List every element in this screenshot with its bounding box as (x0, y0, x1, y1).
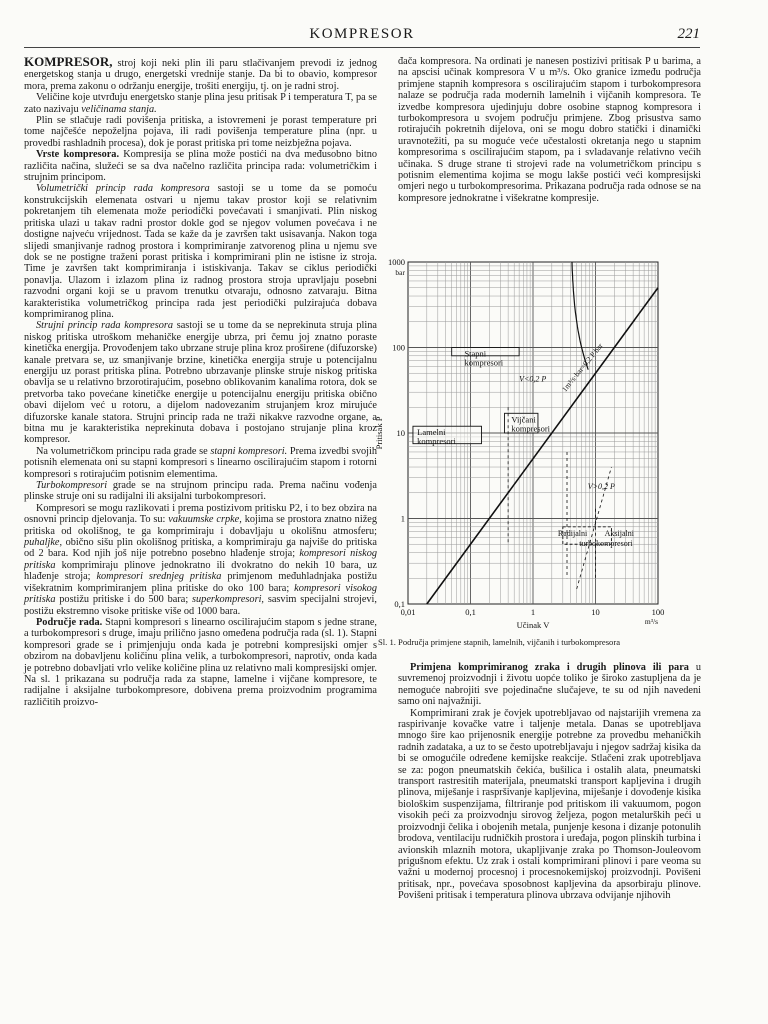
compress-paragraph: Plin se stlačuje radi povišenja pritiska, a istovremeni je porast temperature pri tome najčešće nepoželjna pojava, ili radi povišenja temperature plina (npr. u provedbi rashladnih procesa), dok je porast pritiska pri tome neizbježna pojava. (24, 115, 377, 149)
entry-term: KOMPRESOR, (24, 54, 113, 69)
y-unit-label: bar (395, 268, 405, 277)
page-header (24, 26, 700, 48)
running-title: KOMPRESOR (309, 26, 415, 42)
mid-pressure-term: kompresori srednjeg pritiska (96, 571, 222, 583)
types-text: Kompresija se plina može postići na dva međusobno bitno različita načina, služeći se sa dva načelno različita principa rada: volumetričkim i strujnim principom. (24, 149, 377, 184)
x-axis-label: Učinak V (516, 620, 550, 630)
flow-term: Strujni princip rada kompresora (36, 320, 174, 332)
range-paragraph (24, 617, 377, 708)
right-column-bottom (398, 662, 701, 902)
region-label-radijalni: Radijalni (557, 528, 588, 538)
low-pressure-term: kompresori niskog pritiska (24, 548, 377, 571)
types-heading: Vrste kompresora. (36, 149, 120, 161)
region-label-aksijalni: Aksijalni (604, 528, 634, 538)
air-paragraph: Komprimirani zrak je čovjek upotrebljavao od najstarijih vremena za raspirivanje kovačke vatre i taljenje metala. Danas se upotrebljava mnogo šire kao prijenosnik energije potrebne za provedbu mehaničkih radnih zadataka, a uz to se često upotrebljavaju i njegov sadržaj kisika da bi se omogućile određene kemijske reakcije. Stlačeni zrak upotrebljava se za: pogon pneumatskih čekića, bušilica i ostalih alata, pneumatski transport rastresitih materijala, pneumatski transport kapljevina i drugih plinova, miješanje i raspršivanje kapljevina, miješanje i dovođenje kisika biološkim suspenzijama, filtriranje pod pritiskom ili vakuumom, pogon visokih peći za proizvodnju sirovog željeza, pogon metalurških peći u proizvodnji čelika i obojenih metala, punjenje kesona i dizanje potonulih brodova, ventilaciju rudničkih prostora i uređaja, pogon plinskih turbina i avionskih mlaznih motora, ukapljivanje zraka po Thomson-Jouleovom prigušnom efektu. Uz zrak i ostali komprimirani plinovi i pare veoma su važni u modernoj procesnoj i procesnokemijskoj proizvodnji. Povišeni pritisak, npr., povećava sposobnost kapljevina da apsorbiraju plinove. Povišeni pritisak i temperatura plinova ubrzava odvijanje njihovih (398, 707, 701, 902)
mid-pressure-text: primjenom međuhladnjaka postižu višekratnim komprimiranjem plina pritiske do oko 100 bara; (24, 571, 377, 594)
figure-caption: Sl. 1. Područja primjene stapnih, lamelnih, vijčanih i turbokompresora (378, 637, 621, 647)
continued-paragraph: đača kompresora. Na ordinati je nanesen postizivi pritisak P u barima, a na apscisi učinak kompresora V u m³/s. Oko granice između područja primjene stapnih kompresora s oscilirajućim stapom i turbokompresora nalaze se područja rada modernih lamelnih i vijčanih kompresora. Te izvedbe kompresora ujedinjuju dobre osobine stapnog kompresora i turbokompresora u svojem području primjene. Zbog prisustva samo rotirajućih pokretnih dijelova, oni se mogu dobro statički i dinamički uravnotežiti, pa su moguće veće učestalosti okretanja nego u stapnim kompresorima s oscilirajućim stapom, pa i svladavanje relativno većih učinaka. S druge strane ti strojevi rade na volumetričkom principu s potisnim elementima kojima se mogu lakše postići veći kompresijski omjeri nego u turbokompresorima. Prikazana područja rada odnose se na kompresore jednokratne i višekratne kompresije. (398, 56, 701, 204)
x-tick-label: 1 (530, 607, 536, 617)
annotation-line-formula: 1m³/s·bar=0,2 P bar (559, 341, 605, 394)
vacuum-text: kojima se prostora znatno nižeg pritiska od okolišnog, te ga komprimiraju i dobavljaju u okolišnu atmosferu; (24, 514, 377, 537)
blower-term: puhaljke, (24, 537, 63, 549)
annotation-v-gt: V>0,2 P (587, 482, 615, 492)
volumetric-term: Volumetrički princip rada kompresora (36, 183, 210, 195)
high-pressure-term: kompresori visokog pritiska (24, 582, 377, 606)
turbo-paragraph (24, 480, 377, 503)
y-tick-label: 100 (392, 342, 405, 353)
x-tick-label: 100 (651, 607, 665, 617)
region-label-stapni-2: kompresori (464, 357, 504, 368)
x-tick-label: 0,1 (465, 607, 476, 617)
y-tick-label: 10 (396, 428, 405, 438)
region-label-vijcani: Vijčani (511, 414, 536, 425)
state-text: Veličine koje utvrđuju energetsko stanje plina jesu pritisak P i temperatura T, pa se zato nazivaju (24, 92, 377, 115)
piston-paragraph (24, 446, 377, 480)
super-term: superkompresori, (192, 594, 265, 606)
region-label-stapni: Stapni (464, 348, 487, 359)
vacuum-term: vakuumske crpke, (168, 514, 242, 526)
v-equals-02p-line (427, 288, 658, 604)
y-tick-label: 1 (400, 513, 405, 524)
state-paragraph (24, 92, 377, 115)
left-column (24, 56, 377, 708)
blower-text: obično sišu plin okolišnog pritiska, a komprimiraju ga najviše do pritiska od 2 bara. Kod njih još nije potrebno posebno hlađenje stroja; (24, 537, 377, 560)
pressure-text: Kompresori se mogu razlikovati i prema postizivom pritisku P2, i to bez obzira na osnovni princip djelovanja. To su: (24, 502, 377, 526)
region-label-turbo: turbokompresori (579, 538, 633, 548)
range-text: Stapni kompresori s linearno oscilirajućim stapom s jedne strane, a turbokompresori s druge, imaju prilično jasno omeđena područja rada (sl. 1). Stapni kompresori grade se i primjenjuju onda kada je potrebni kompresijski omjer s obzirom na dobavljenu količinu plina velik, a turbokompresori, naprotiv, onda kada je potrebno dobavljati vrlo velike količine plina uz relativno mali kompresijski omjer. Na sl. 1 prikazana su područja rada za stapne, lamelne i vijčane kompresore, te radijalne i aksijalne turbokompresore, dobivena prema proizvodnim programima različitih proizvo- (24, 616, 377, 708)
high-pressure-text: postižu pritiske i do 500 bara; (55, 594, 193, 606)
flow-paragraph (24, 320, 377, 445)
y-axis-label: Pritisak P (374, 416, 384, 450)
piston-term: stapni kompresori. (210, 445, 288, 457)
page-number: 221 (677, 26, 700, 42)
state-term: veličinama stanja. (81, 103, 157, 115)
volumetric-text: sastoji se u tome da se pomoću konstrukcijskih elemenata ostvari u njemu takav prostor koji se relativnim pokretanjem tih elemenata može periodički povećavati i smanjivati. Plin niskog pritiska ulazi u takav radni prostor dokle god se njegov volumen povećava i ne dostigne najveću vrijednost. Tada se kaže da je završen takt usisavanja. Nakon toga slijedi smanjivanje radnog prostora i komprimiranje zatvorenog plina u njemu sve dok se ne postigne traženi porast pritiska i komprimirani plin ne istisne iz stroja. Time je završen takt komprimiranja i istiskivanja. Takav se ciklus periodički ponavlja. Ulazom i izlazom plina iz radnog prostora stroja upravljaju posebni razvodni organi koji se u pravom trenutku otvaraju, odnosno zatvaraju. Bitna karakteristika volumetričkog principa rada jest periodički pulzirajuća dobava komprimiranog plina. (24, 183, 377, 320)
piston-text-a: Na volumetričkom principu rada grade se (36, 445, 211, 457)
range-heading: Područje rada. (36, 616, 103, 628)
annotation-v-lt: V<0,2 P (519, 374, 547, 384)
turbo-text: grade se na strujnom principu rada. Prema načinu vođenja plinske struje oni su radijalni ili aksijalni turbokompresori. (24, 480, 377, 503)
x-tick-label: 0,01 (400, 607, 416, 617)
piston-text-b: Prema izvedbi svojih potisnih elemenata oni su stapni kompresori s linearno oscilirajućim stapom i rotorni kompresori s rotirajućim potisnim elementima. (24, 445, 377, 480)
application-heading: Primjena komprimiranog zraka i drugih plinova ili para (410, 662, 689, 673)
application-text: u suvremenoj proizvodnji i životu uopće toliko je široko zastupljena da je nemoguće nabrojiti sve pojedinačne slučajeve, te su od njih navedeni samo oni najvažniji. (398, 662, 701, 708)
figure-1 (372, 252, 702, 647)
x-unit-label: m³/s (644, 617, 658, 626)
region-label-lamelni-2: kompresori (417, 436, 456, 447)
intro-paragraph (24, 56, 377, 92)
right-column-top (398, 56, 701, 204)
flow-text: sastoji se u tome da se neprekinuta struja plina niskog pritiska utroškom mehaničke energije ubrza, pri čemu joj znatno poraste kinetička energija. Provođenjem tako ubrzane struje plina kroz proširene (difuzorske) kanale pretvara se, uz smanjivanje brzine, kinetička energija struje u potencijalnu energiju uz porast pritiska plina. Potrebno ubrzavanje plinske struje niskog pritiska obavlja se u relativno brzorotirajućim, posebno oblikovanim kanalima rotora, dok se pretvorba tako povećane kinetičke energije u potencijalnu energiju pritiska obično obavi dijelom već u rotoru, a dijelom nadovezanim strujanjem kroz mirujuće difuzorske kanale statora. Strujni princip rada ne traži nikakve razvodne organe, a bitna mu je karakteristika neprekinuta dobava i postojano strujanje plina kroz kompresor. (24, 320, 377, 446)
y-tick-label: 1000 (388, 257, 405, 267)
low-pressure-text: komprimiraju plinove jednokratno ili dvokratno do nekih 10 bara, uz hlađenje stroja; (24, 559, 377, 583)
region-label-lamelni: Lamelni (417, 427, 446, 438)
turbo-term: Turbokompresori (36, 480, 108, 492)
volumetric-paragraph (24, 183, 377, 320)
types-paragraph (24, 149, 377, 183)
region-label-vijcani-2: kompresori (511, 423, 551, 434)
intro-text: stroj koji neki plin ili paru stlačivanjem prevodi iz jednog energetskog stanja u drugo, energetski vrednije stanje. Da bi to obavio, kompresor mora, prema zakonu o održanju energije, trošiti energiju, tj. on je radni stroj. (24, 58, 377, 92)
super-text: sasvim specijalni strojevi, postižu ekstremno visoke pritiske više od 1000 bara. (24, 594, 377, 617)
pressure-paragraph (24, 503, 377, 617)
application-paragraph (398, 662, 701, 708)
region-chart (372, 252, 702, 647)
x-tick-label: 10 (591, 607, 600, 617)
y-tick-label: 0,1 (394, 599, 405, 609)
